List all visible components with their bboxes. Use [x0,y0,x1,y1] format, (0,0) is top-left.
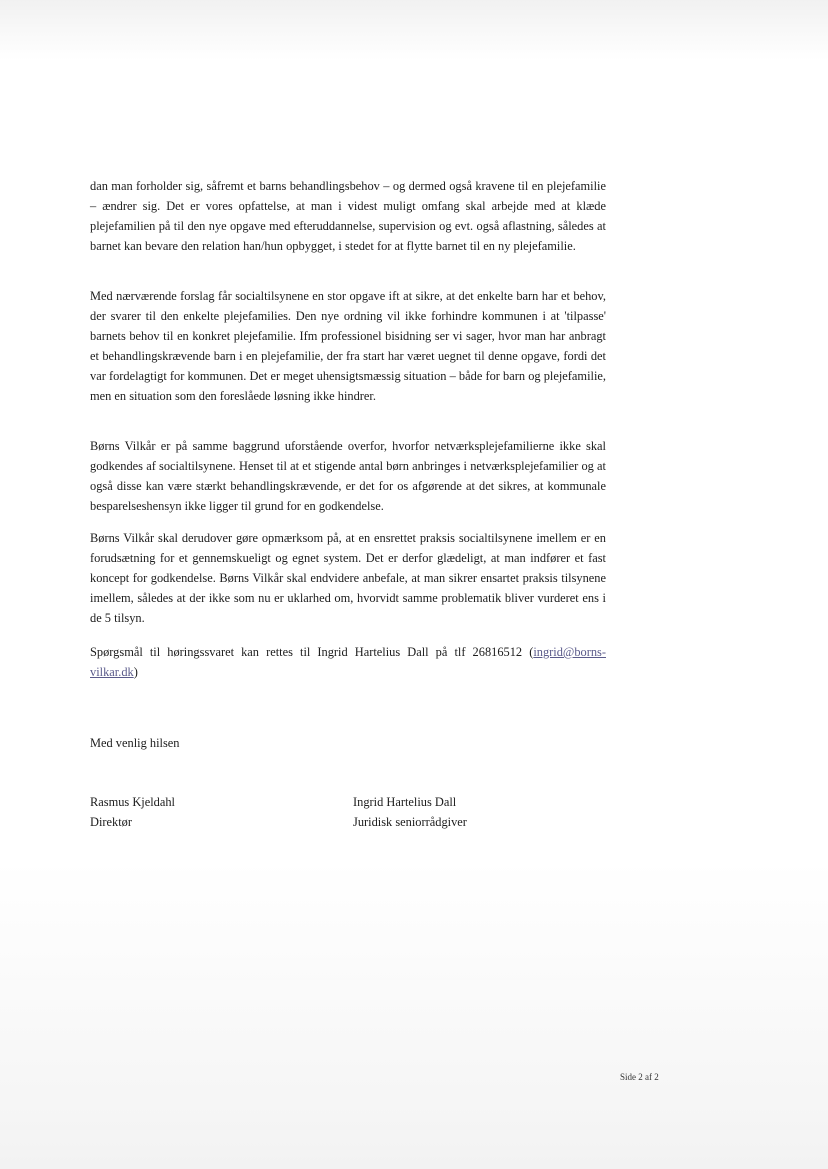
paragraph-text: Børns Vilkår skal derudover gøre opmærksom på, at en ensrettet praksis socialtilsynene imellem er en forudsætning for et gennemskueligt og egnet system. Det er derfor glædeligt, at man indfører et fast koncept for godkendelse. Børns Vilkår skal endvidere anbefale, at man sikrer ensartet praksis tilsynene imellem, således at der ikke som nu er uklarhed om, hvorvidt samme problematik bliver vurderet ens i de 5 tilsyn. [90,531,606,626]
paragraph-1 [90,176,606,256]
signatory-title: Juridisk seniorrådgiver [353,815,467,829]
paragraph-2 [90,286,606,407]
page-number: Side 2 af 2 [620,1072,659,1082]
paragraph-text: Børns Vilkår er på samme baggrund uforstående overfor, hvorfor netværksplejefamilierne ikke skal godkendes af socialtilsynene. Henset til at et stigende antal børn anbringes i netværksplejefamilier og at også disse kan være stærkt behandlingskrævende, er det for os afgørende at det sikres, at kommunale besparelseshensyn ikke ligger til grund for en godkendelse. [90,439,606,514]
signatory-left [90,792,175,832]
contact-text-end: ) [133,665,138,680]
contact-paragraph [90,642,606,682]
signatory-name: Ingrid Hartelius Dall [353,795,457,809]
paragraph-3 [90,436,606,516]
contact-email-link[interactable]: ingrid@borns-vilkar.dk [90,645,606,680]
signatory-name: Rasmus Kjeldahl [90,795,176,809]
paragraph-text: dan man forholder sig, såfremt et barns behandlingsbehov – og dermed også kravene til en plejefamilie – ændrer sig. Det er vores opfattelse, at man i videst muligt omfang skal arbejde med at klæde plejefamilien på til den nye opgave med efteruddannelse, supervision og evt. også aflastning, således at barnet kan bevare den relation han/hun opbygget, i stedet for at flytte barnet til en ny plejefamilie. [90,179,606,254]
signatory-right [353,792,467,832]
signatory-title: Direktør [90,815,132,829]
contact-text: Spørgsmål til høringssvaret kan rettes til Ingrid Hartelius Dall på tlf 26816512 ( [90,645,534,659]
paragraph-text: Med nærværende forslag får socialtilsynene en stor opgave ift at sikre, at det enkelte barn har et behov, der svarer til den enkelte plejefamilies. Den nye ordning vil ikke forhindre kommunen i at 'tilpasse' barnets behov til en konkret plejefamilie. Ifm professionel bisidning ser vi sager, hvor man har anbragt et behandlingskrævende barn i en plejefamilie, der fra start har været uegnet til denne opgave, fordi det var fordelagtigt for kommunen. Det er meget uhensigtsmæssig situation – både for barn og plejefamilie, men en situation som den foreslåede løsning ikke hindrer. [90,289,606,404]
paragraph-4 [90,528,606,628]
closing-greeting: Med venlig hilsen [90,736,180,750]
